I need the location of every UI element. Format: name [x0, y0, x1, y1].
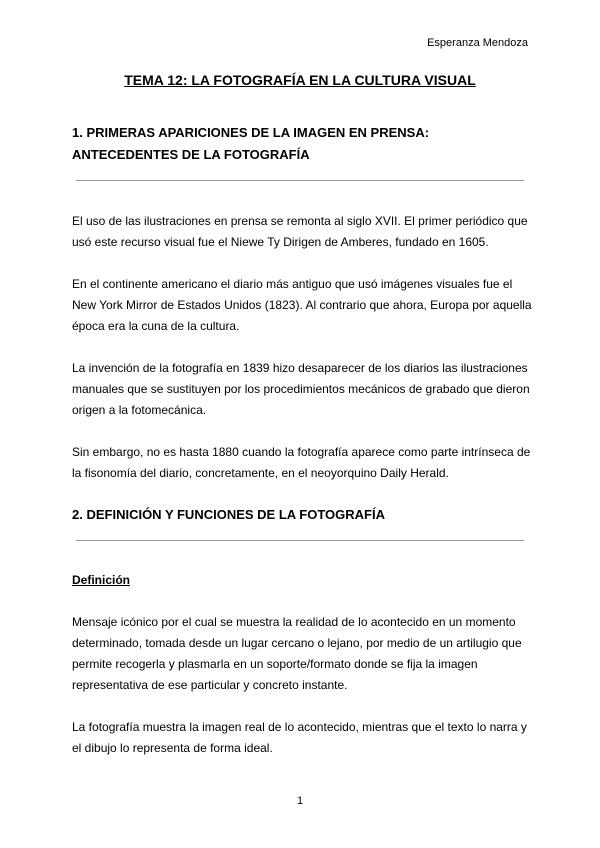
section-2-paragraph-1: Mensaje icónico por el cual se muestra la realidad de lo acontecido en un momento determinado, tomada desde un lugar cercano o lejano, por medio de un artilugio que permite recogerla y plasmarla en un soporte/formato donde se fija la imagen representativa de ese particular y concreto instante. [72, 615, 522, 692]
section-1-divider [76, 180, 524, 181]
section-1-paragraph-4: Sin embargo, no es hasta 1880 cuando la fotografía aparece como parte intrínseca de la fisonomía del diario, concretamente, en el neoyorquino Daily Herald. [72, 445, 531, 480]
page-number: 1 [296, 795, 304, 807]
header-author: Esperanza Mendoza [427, 37, 528, 49]
section-1-paragraph-3: La invención de la fotografía en 1839 hizo desaparecer de los diarios las ilustraciones manuales que se sustituyen por los procedimientos mecánicos de grabado que dieron origen a la fotomecánica. [72, 361, 530, 417]
section-1-heading [72, 122, 532, 166]
section-1-paragraph-2: En el continente americano el diario más antiguo que usó imágenes visuales fue el New York Mirror de Estados Unidos (1823). Al contrario que ahora, Europa por aquella época era la cuna de la cultura. [72, 277, 532, 333]
section-2-heading: 2. DEFINICIÓN Y FUNCIONES DE LA FOTOGRAFÍA [72, 507, 385, 522]
definition-subheading: Definición [72, 573, 131, 587]
section-2-paragraph-2: La fotografía muestra la imagen real de lo acontecido, mientras que el texto lo narra y el dibujo lo representa de forma ideal. [72, 720, 527, 755]
section-1-paragraph-1: El uso de las ilustraciones en prensa se remonta al siglo XVII. El primer periódico que usó este recurso visual fue el Niewe Ty Dirigen de Amberes, fundado en 1605. [72, 214, 528, 249]
document-title: TEMA 12: LA FOTOGRAFÍA EN LA CULTURA VISUAL [124, 72, 476, 88]
section-2-divider [76, 540, 524, 541]
section-1-heading-line2: ANTECEDENTES DE LA FOTOGRAFÍA [72, 147, 310, 162]
section-1-heading-line1: 1. PRIMERAS APARICIONES DE LA IMAGEN EN PRENSA: [72, 125, 430, 140]
